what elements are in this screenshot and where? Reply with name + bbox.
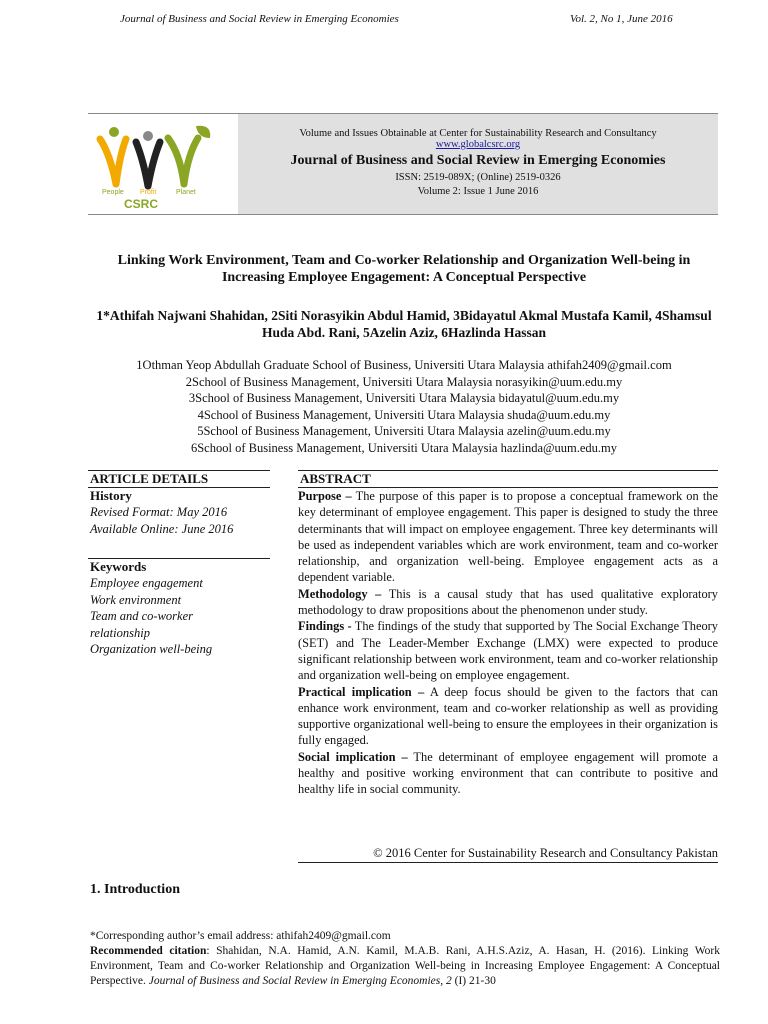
social-label: Social implication – (298, 749, 408, 764)
citation-label: Recommended citation (90, 945, 207, 957)
section-heading-introduction: 1. Introduction (90, 882, 180, 897)
running-header-journal: Journal of Business and Social Review in Emerging Economies (120, 13, 399, 25)
practical-text: A deep focus should be given to the factors that can enhance work environment, team and co-worker relationship as well as providing supportive organizational well-being to ensure the employees in their organization is fully engaged. (298, 684, 718, 748)
journal-url-link[interactable]: www.globalcsrc.org (435, 139, 521, 150)
logo-label-profit: Profit (140, 189, 157, 196)
author-list (70, 307, 738, 341)
findings-label: Findings - (298, 619, 352, 634)
copyright-notice: © 2016 Center for Sustainability Research and Consultancy Pakistan (373, 846, 718, 860)
paper-title-line1: Linking Work Environment, Team and Co-worker Relationship and Organization Well-being in (117, 253, 691, 268)
keyword-item: Work environment (90, 592, 182, 607)
logo-label-people: People (102, 189, 124, 196)
abstract-methodology (298, 586, 718, 619)
running-header-volume: Vol. 2, No 1, June 2016 (570, 13, 673, 25)
affiliation-3: 3School of Business Management, Universiti Utara Malaysia bidayatul@uum.edu.my (188, 391, 620, 405)
keywords-label: Keywords (90, 559, 147, 574)
social-text: The determinant of employee engagement will promote a healthy and positive working environment that can contribute to positive and healthy life in social community. (298, 749, 718, 797)
purpose-label: Purpose – (298, 489, 352, 503)
abstract-practical (298, 684, 718, 749)
banner-info (238, 114, 718, 214)
csrc-logo (88, 114, 238, 214)
article-details-header: ARTICLE DETAILS (88, 470, 270, 488)
recommended-citation (90, 944, 720, 989)
citation-journal: Journal of Business and Social Review in Emerging Economies, 2 (148, 975, 452, 987)
abstract-bottom-rule (298, 862, 718, 863)
abstract-panel (298, 470, 718, 798)
logo-name: CSRC (124, 197, 159, 211)
keyword-item: Organization well-being (90, 642, 213, 656)
purpose-text: The purpose of this paper is to propose a conceptual framework on the key determinant of employee engagement. This paper is designed to study the three determinants that will impact on employee engagement. Three key determinants will be used as independent variables which are work environment, team and co-worker relationship, and organization well-being. Employee engagement acts as a dependent variable. (298, 489, 718, 585)
findings-text: The findings of the study that supported by The Social Exchange Theory (SET) and The Leader-Member Exchange (LMX) were expected to produce significant relationship between work environment, team and co-worker relationship and organization well-being on employee engagement. (298, 619, 718, 683)
article-details-panel (88, 470, 270, 658)
logo-label-planet: Planet (176, 189, 196, 196)
keyword-item: Employee engagement (90, 576, 203, 590)
methodology-label: Methodology – (298, 586, 382, 601)
available-online: Available Online: June 2016 (90, 521, 234, 536)
people-profit-planet-logo-icon (88, 114, 238, 214)
banner-availability: Volume and Issues Obtainable at Center for Sustainability Research and Consultancy (299, 128, 657, 139)
affiliation-4: 4School of Business Management, Universiti Utara Malaysia shuda@uum.edu.my (197, 407, 611, 422)
abstract-social (298, 749, 718, 798)
practical-label: Practical implication – (298, 684, 425, 699)
revised-format: Revised Format: May 2016 (90, 505, 228, 519)
affiliation-6: 6School of Business Management, Universiti Utara Malaysia hazlinda@uum.edu.my (190, 440, 617, 455)
corresponding-author-footnote: *Corresponding author’s email address: athifah2409@gmail.com (90, 930, 391, 942)
history-label: History (90, 488, 132, 503)
abstract-purpose (298, 488, 718, 586)
affiliations (70, 357, 738, 456)
keyword-item: Team and co-worker (90, 609, 194, 623)
methodology-text: This is a causal study that has used qualitative exploratory methodology to draw propositions about the phenomenon under study. (298, 586, 718, 618)
affiliation-1: 1Othman Yeop Abdullah Graduate School of Business, Universiti Utara Malaysia athifah2409@gmail.com (136, 358, 672, 372)
abstract-findings (298, 618, 718, 683)
journal-volume: Volume 2: Issue 1 June 2016 (417, 186, 539, 197)
author-list-line1: 1*Athifah Najwani Shahidan, 2Siti Norasyikin Abdul Hamid, 3Bidayatul Akmal Mustafa Kamil, 4Shamsul (96, 308, 712, 323)
journal-banner (88, 113, 718, 215)
author-list-line2: Huda Abd. Rani, 5Azelin Aziz, 6Hazlinda Hassan (262, 325, 546, 340)
paper-title-line2: Increasing Employee Engagement: A Conceptual Perspective (221, 270, 587, 285)
affiliation-2: 2School of Business Management, Universiti Utara Malaysia norasyikin@uum.edu.my (185, 374, 623, 389)
journal-issn: ISSN: 2519-089X; (Online) 2519-0326 (395, 172, 561, 183)
affiliation-5: 5School of Business Management, Universiti Utara Malaysia azelin@uum.edu.my (197, 424, 611, 438)
citation-text: : Shahidan, N.A. Hamid, A.N. Kamil, M.A.B. Rani, A.H.S.Aziz, A. Hasan, H. (2016). Linking Work Environment, Team and Co-worker Relationship and Organization Well-being in Increasing Employee Engagement: A Conceptual Perspective. (90, 945, 720, 987)
abstract-header: ABSTRACT (298, 470, 718, 488)
paper-title (70, 252, 738, 286)
citation-end: (I) 21-30 (451, 975, 496, 987)
journal-name: Journal of Business and Social Review in Emerging Economies (290, 153, 666, 168)
keyword-item: relationship (90, 625, 150, 640)
